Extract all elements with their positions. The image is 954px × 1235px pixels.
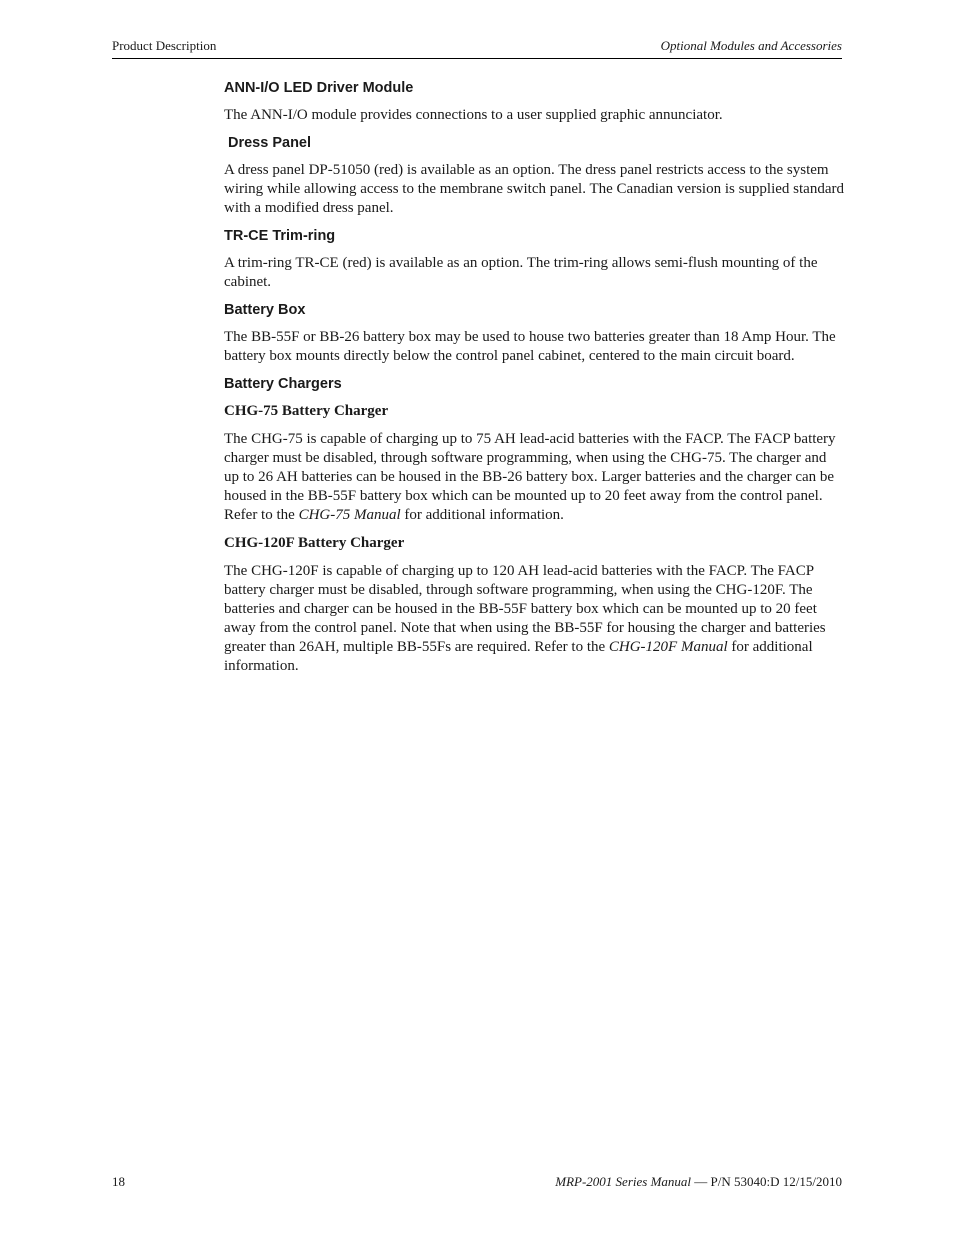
chg120f-paragraph: [224, 562, 844, 676]
chg75-tail: for additional information.: [400, 507, 564, 523]
dress-panel-heading: Dress Panel: [228, 135, 312, 151]
chg75-heading: CHG-75 Battery Charger: [224, 403, 389, 419]
page-body: [224, 79, 844, 685]
footer-part-info: — P/N 53040:D 12/15/2010: [691, 1174, 842, 1189]
chg120f-tail: for additional information.: [224, 639, 813, 674]
trim-ring-paragraph: A trim-ring TR-CE (red) is available as an option. The trim-ring allows semi-flush mounting of the cabinet.: [224, 255, 818, 290]
battery-box-heading: Battery Box: [224, 302, 306, 318]
footer-manual-title: MRP-2001 Series Manual: [555, 1174, 692, 1189]
dress-panel-paragraph: A dress panel DP-51050 (red) is available as an option. The dress panel restricts access to the system wiring while allowing access to the membrane switch panel. The Canadian version is supplied standard with a modified dress panel.: [224, 162, 844, 216]
battery-chargers-heading: Battery Chargers: [224, 376, 342, 392]
header-chapter-title: Optional Modules and Accessories: [660, 38, 842, 53]
chg120f-manual-ref: CHG-120F Manual: [608, 639, 728, 655]
trim-ring-heading: TR-CE Trim-ring: [224, 228, 336, 244]
ann-io-paragraph: The ANN-I/O module provides connections to a user supplied graphic annunciator.: [224, 107, 723, 123]
header-section-title: Product Description: [112, 38, 217, 53]
battery-box-paragraph: The BB-55F or BB-26 battery box may be used to house two batteries greater than 18 Amp Hour. The battery box mounts directly below the control panel cabinet, centered to the main circuit board.: [224, 329, 836, 364]
chg75-text: The CHG-75 is capable of charging up to 75 AH lead-acid batteries with the FACP. The FACP battery charger must be disabled, through software programming, when using the CHG-75. The charger and up to 26 AH batteries can be housed in the BB-26 battery box. Larger batteries and the charger can be housed in the BB-55F battery box which can be mounted up to 20 feet away from the control panel. Refer to the: [224, 431, 836, 523]
chg75-manual-ref: CHG-75 Manual: [298, 507, 401, 523]
page-header: [112, 38, 842, 59]
chg75-paragraph: [224, 430, 844, 525]
ann-io-heading: ANN-I/O LED Driver Module: [224, 80, 414, 96]
footer-manual-info: [555, 1174, 842, 1190]
chg120f-text: The CHG-120F is capable of charging up to 120 AH lead-acid batteries with the FACP. The FACP battery charger must be disabled, through software programming, when using the CHG-120F. The batteries and charger can be housed in the BB-55F battery box which can be mounted up to 20 feet away from the control panel. Note that when using the BB-55F for housing the charger and batteries greater than 26AH, multiple BB-55Fs are required. Refer to the: [224, 563, 826, 655]
chg120f-heading: CHG-120F Battery Charger: [224, 535, 405, 551]
page-number: 18: [112, 1174, 125, 1189]
